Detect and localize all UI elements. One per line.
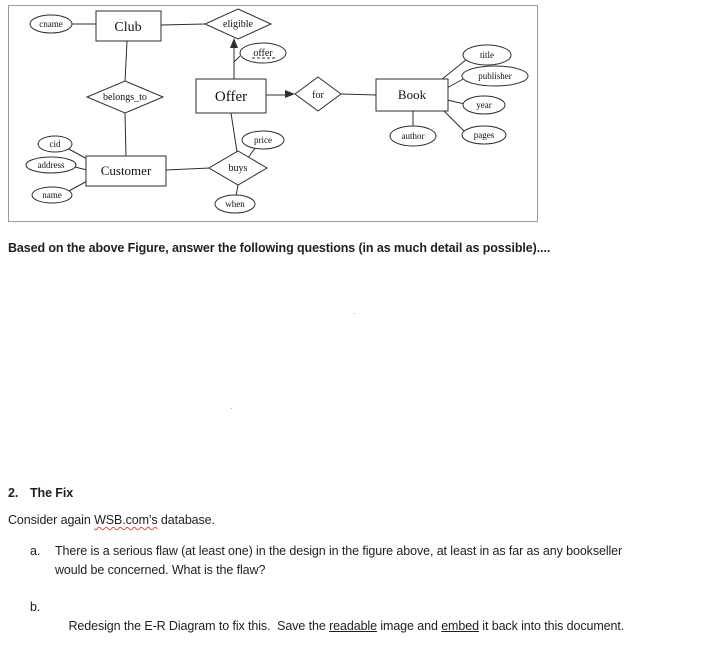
er-diagram-figure	[8, 5, 538, 222]
item-a-text	[55, 542, 687, 579]
section-title: The Fix	[30, 486, 74, 500]
connector-book-publisher	[447, 78, 465, 88]
connector-address-customer	[75, 167, 87, 170]
section-number: 2.	[8, 486, 19, 500]
consider-line	[8, 511, 215, 530]
club-label: Club	[114, 20, 142, 35]
connector-for-book	[341, 94, 377, 95]
connector-when-buys	[236, 185, 238, 196]
when-label: when	[225, 199, 245, 209]
wsb-com-misspelled-word: WSB.com’s	[94, 513, 158, 527]
connector-book-year	[447, 100, 465, 104]
connector-club-eligible	[161, 24, 205, 25]
item-b-part2: image and	[376, 618, 442, 633]
address-label: address	[37, 160, 65, 170]
buys-label: buys	[228, 163, 248, 174]
publisher-label: publisher	[478, 71, 512, 81]
er-diagram-svg	[9, 6, 537, 221]
book-label: Book	[397, 87, 427, 102]
intro-question-text: Based on the above Figure, answer the following questions (in as much detail as possible)....	[8, 241, 551, 255]
year-label: year	[476, 100, 492, 110]
connector-belongsto-customer	[125, 112, 126, 157]
connector-book-pages	[443, 110, 465, 132]
offer-label: Offer	[214, 89, 248, 105]
item-b-embed-word: embed	[441, 618, 479, 633]
title-label: title	[480, 50, 494, 60]
arrowhead-eligible	[230, 38, 238, 48]
item-b-part1: Redesign the E-R Diagram to fix this. Save the	[68, 618, 330, 633]
consider-suffix: database.	[157, 513, 215, 527]
cid-label: cid	[49, 139, 61, 149]
connector-customer-buys	[166, 168, 210, 170]
belongs-to-label: belongs_to	[103, 92, 147, 103]
stray-dot-2: .	[230, 401, 233, 411]
item-b-part3: it back into this document.	[478, 618, 625, 633]
name-label: name	[42, 190, 62, 200]
item-b-readable-word: readable	[329, 618, 377, 633]
author-label: author	[401, 131, 425, 141]
pages-label: pages	[473, 130, 495, 140]
item-a-line2: would be concerned. What is the flaw?	[55, 562, 266, 577]
price-label: price	[254, 135, 272, 145]
offer-attr-label: offer	[253, 48, 273, 59]
connector-offerattr-line	[234, 56, 240, 62]
stray-dot-1: .	[353, 306, 356, 316]
for-label: for	[312, 90, 324, 101]
connector-club-belongsto	[125, 41, 127, 82]
item-a-line1: There is a serious flaw (at least one) in the design in the figure above, at least in as far as any bookseller	[55, 544, 623, 558]
customer-label: Customer	[100, 163, 152, 178]
cname-label: cname	[39, 19, 63, 29]
item-b-text	[55, 598, 695, 645]
consider-prefix: Consider again	[8, 513, 95, 527]
arrowhead-for	[285, 90, 295, 98]
eligible-label: eligible	[223, 19, 253, 30]
connector-offer-buys	[231, 113, 237, 152]
item-a-label: a.	[30, 544, 41, 558]
item-b-label: b.	[30, 600, 41, 614]
